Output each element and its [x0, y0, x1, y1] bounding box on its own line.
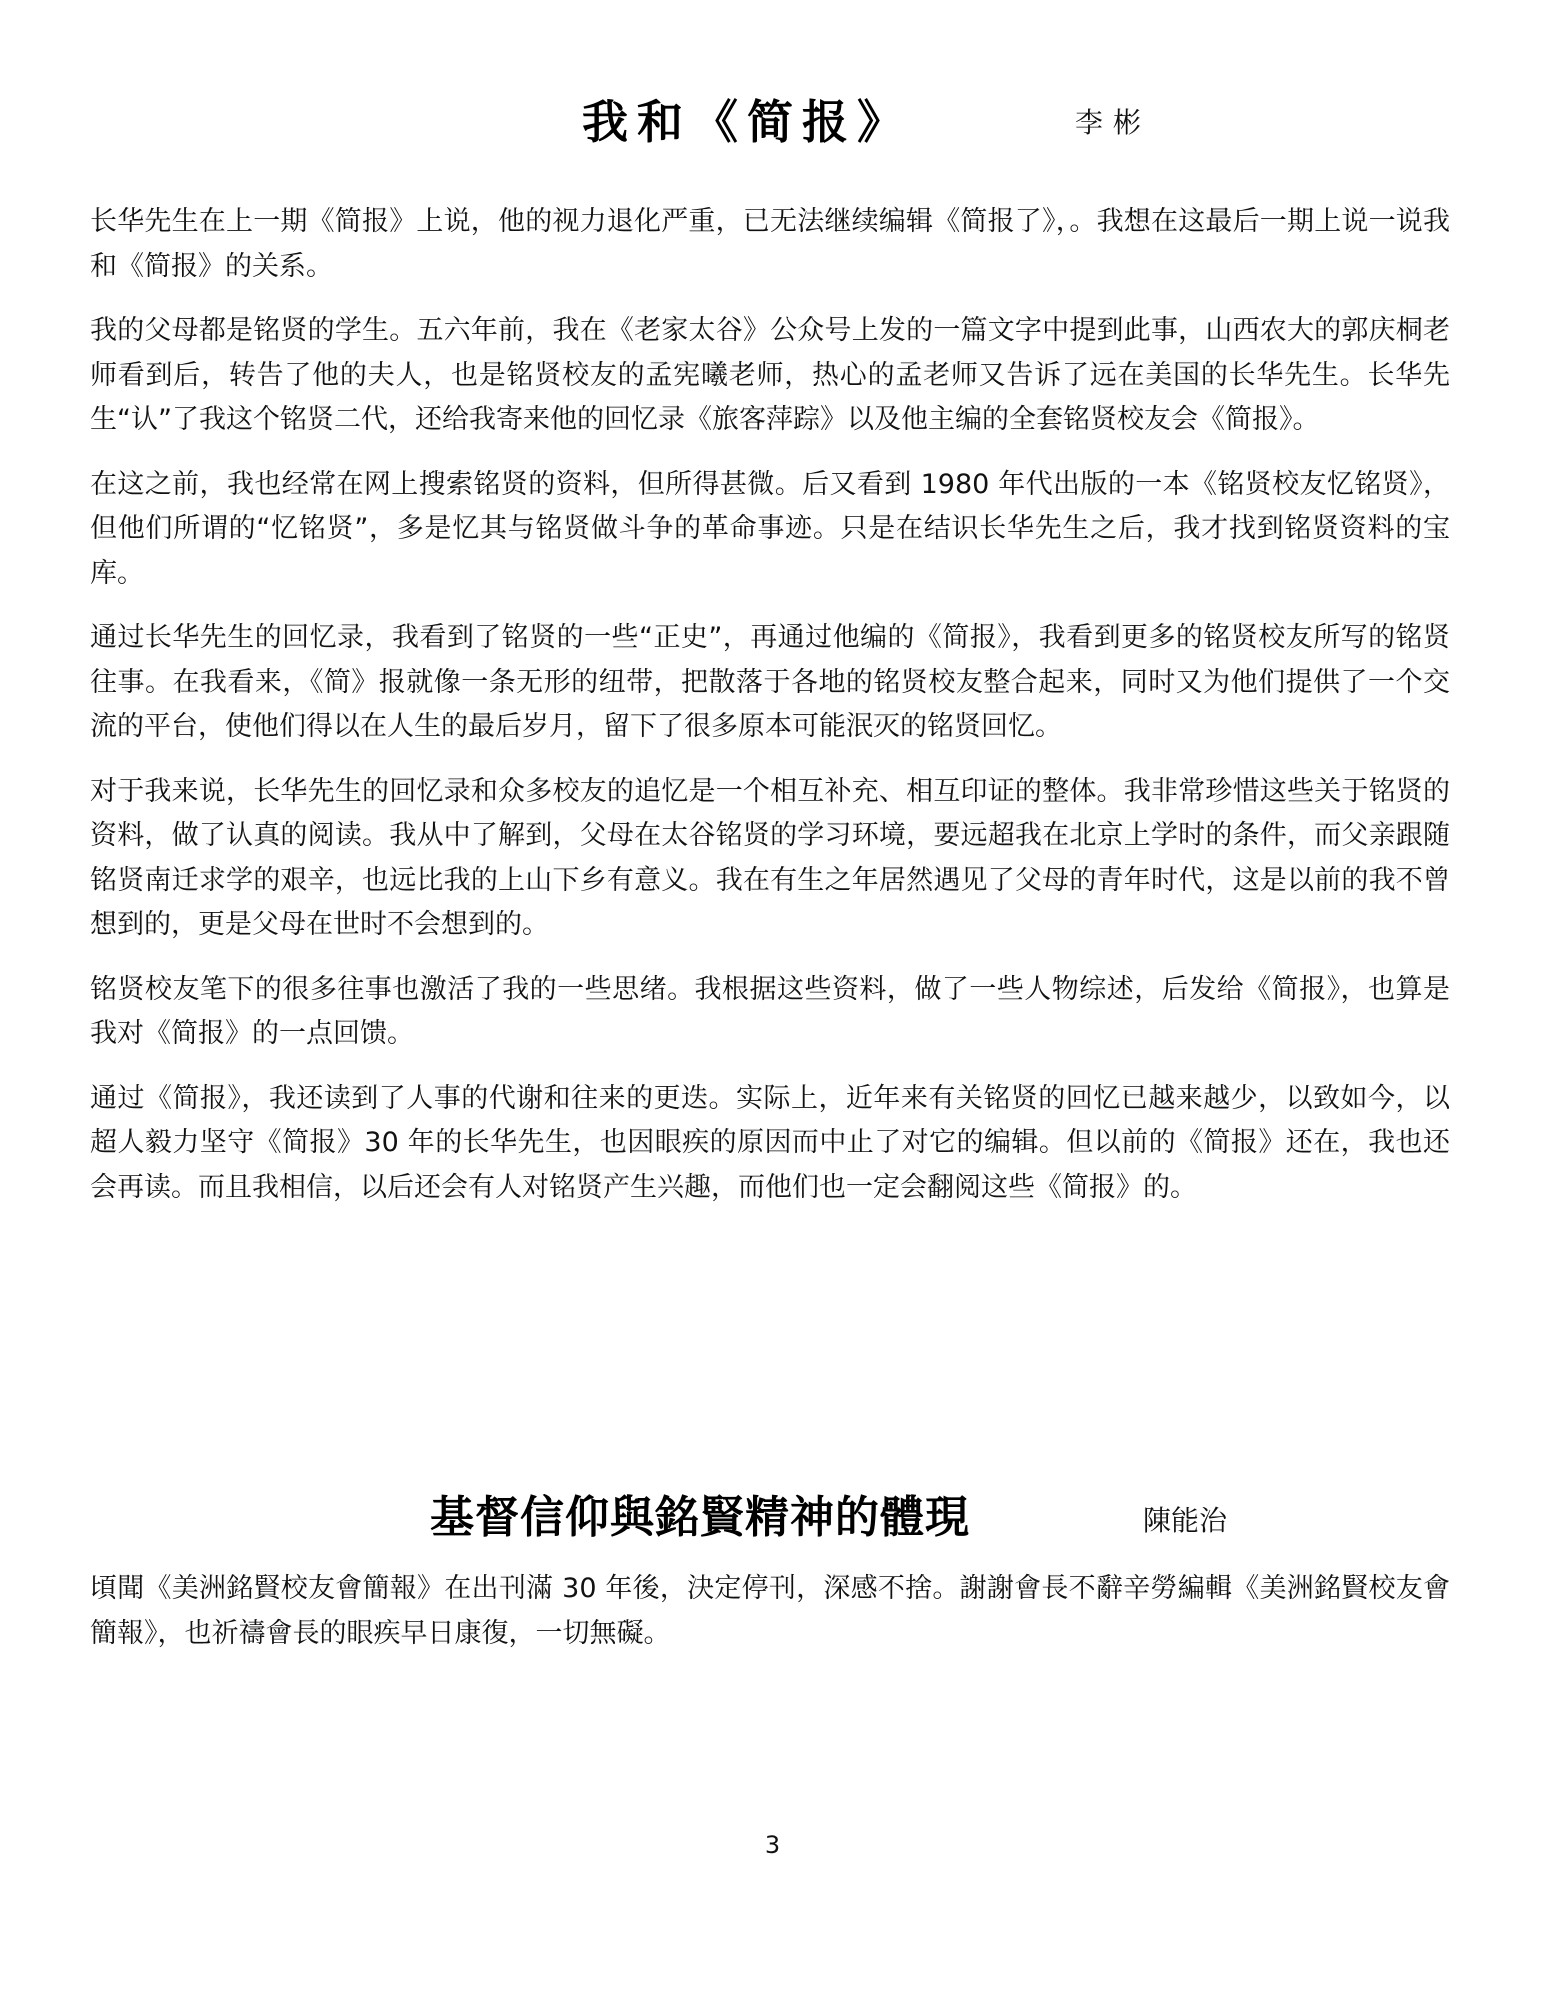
article-1-paragraph: 通过长华先生的回忆录，我看到了铭贤的一些“正史”，再通过他编的《简报》，我看到更多的铭贤校友所写的铭贤往事。在我看来，《简》报就像一条无形的纽带，把散落于各地的铭贤校友整合起来，同时又为他们提供了一个交流的平台，使他们得以在人生的最后岁月，留下了很多原本可能泯灭的铭贤回忆。 [90, 622, 1450, 742]
article-1-author: 李彬 [1075, 106, 1152, 139]
article-1-title: 我和《简报》 [582, 95, 912, 149]
article-1-body [90, 200, 1450, 1230]
article-2-paragraph: 頃聞《美洲銘賢校友會簡報》在出刊滿 30 年後，決定停刊，深感不捨。謝謝會長不辭辛勞編輯《美洲銘賢校友會簡報》，也祈禱會長的眼疾早日康復，一切無礙。 [90, 1573, 1450, 1649]
article-2-author: 陳能治 [1143, 1504, 1228, 1537]
page-number: 3 [764, 1831, 781, 1859]
article-2-title: 基督信仰與銘賢精神的體現 [430, 1492, 970, 1543]
article-1-paragraph: 我的父母都是铭贤的学生。五六年前，我在《老家太谷》公众号上发的一篇文字中提到此事，山西农大的郭庆桐老师看到后，转告了他的夫人，也是铭贤校友的孟宪曦老师，热心的孟老师又告诉了远在美国的长华先生。长华先生“认”了我这个铭贤二代，还给我寄来他的回忆录《旅客萍踪》以及他主编的全套铭贤校友会《简报》。 [90, 315, 1450, 435]
article-1-header [0, 92, 1545, 152]
article-1-paragraph: 长华先生在上一期《简报》上说，他的视力退化严重，已无法继续编辑《简报了》，。我想在这最后一期上说一说我和《简报》的关系。 [90, 206, 1450, 282]
article-2-header [0, 1488, 1545, 1548]
article-1-paragraph: 对于我来说，长华先生的回忆录和众多校友的追忆是一个相互补充、相互印证的整体。我非常珍惜这些关于铭贤的资料，做了认真的阅读。我从中了解到，父母在太谷铭贤的学习环境，要远超我在北京上学时的条件，而父亲跟随铭贤南迁求学的艰辛，也远比我的上山下乡有意义。我在有生之年居然遇见了父母的青年时代，这是以前的我不曾想到的，更是父母在世时不会想到的。 [90, 775, 1450, 940]
article-1-paragraph: 通过《简报》，我还读到了人事的代谢和往来的更迭。实际上，近年来有关铭贤的回忆已越来越少，以致如今，以超人毅力坚守《简报》30 年的长华先生，也因眼疾的原因而中止了对它的编辑。但以前的《简报》还在，我也还会再读。而且我相信，以后还会有人对铭贤产生兴趣，而他们也一定会翻阅这些《简报》的。 [90, 1082, 1450, 1203]
article-2-body [90, 1567, 1450, 1676]
article-1-paragraph: 铭贤校友笔下的很多往事也激活了我的一些思绪。我根据这些资料，做了一些人物综述，后发给《简报》，也算是我对《简报》的一点回馈。 [90, 973, 1450, 1049]
article-1-paragraph: 在这之前，我也经常在网上搜索铭贤的资料，但所得甚微。后又看到 1980 年代出版的一本《铭贤校友忆铭贤》，但他们所谓的“忆铭贤”，多是忆其与铭贤做斗争的革命事迹。只是在结识长华先生之后，我才找到铭贤资料的宝库。 [90, 468, 1450, 589]
